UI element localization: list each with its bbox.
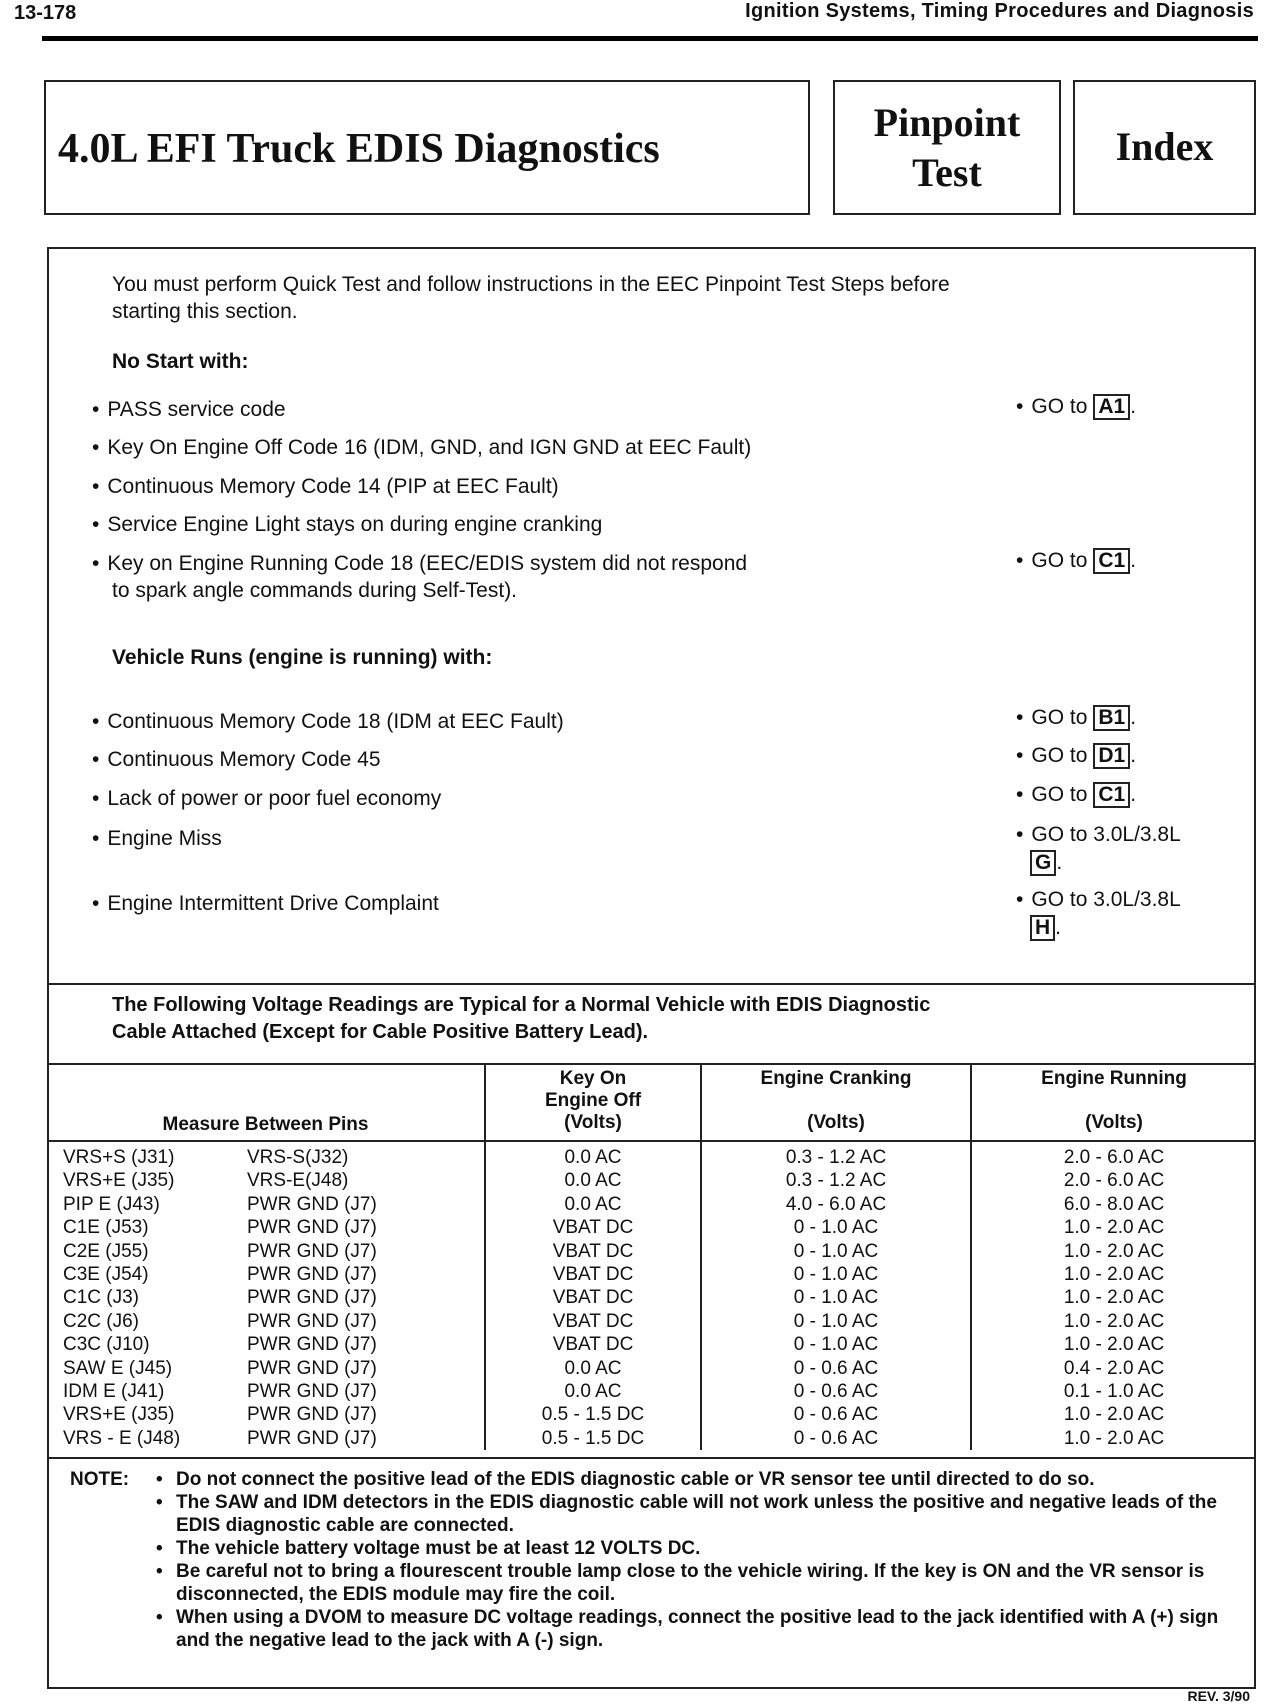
section-divider (47, 983, 1256, 985)
table-row (47, 1357, 1256, 1380)
key-on-cell: VBAT DC (485, 1286, 701, 1309)
key-on-cell: 0.0 AC (485, 1141, 701, 1169)
notes-list (70, 1468, 1240, 1652)
table-row (47, 1169, 1256, 1192)
running-cell: 0.4 - 2.0 AC (971, 1357, 1256, 1380)
pin-b-cell: VRS-S(J32) (247, 1147, 349, 1168)
cranking-cell: 0.3 - 1.2 AC (701, 1169, 971, 1192)
list-item: • Key on Engine Running Code 18 (EEC/EDIS system did not respond (92, 551, 747, 577)
list-item: • PASS service code (92, 397, 286, 423)
step-ref: D1 (1093, 743, 1130, 769)
cranking-cell: 0 - 0.6 AC (701, 1380, 971, 1403)
pinpoint-label-line1: Pinpoint (873, 100, 1021, 145)
pin-a-cell: VRS - E (J48) (63, 1427, 181, 1449)
pin-b-cell: PWR GND (J7) (247, 1310, 377, 1332)
col-header-cranking: Engine Cranking (Volts) (701, 1064, 971, 1141)
key-on-cell: 0.0 AC (485, 1380, 701, 1403)
running-cell: 2.0 - 6.0 AC (971, 1141, 1256, 1169)
page-number: 13-178 (14, 2, 77, 24)
cranking-cell: 0 - 0.6 AC (701, 1427, 971, 1450)
list-item: • Lack of power or poor fuel economy (92, 786, 441, 812)
goto-link[interactable]: • GO to B1 . (1016, 705, 1136, 731)
running-cell: 1.0 - 2.0 AC (971, 1263, 1256, 1286)
cranking-cell: 0 - 0.6 AC (701, 1357, 971, 1380)
goto-link[interactable]: • GO to 3.0L/3.8L (1016, 887, 1181, 913)
voltage-table (47, 1064, 1256, 1450)
pin-b-cell: PWR GND (J7) (247, 1427, 377, 1449)
pin-b-cell: PWR GND (J7) (247, 1381, 377, 1403)
cranking-cell: 4.0 - 6.0 AC (701, 1193, 971, 1216)
col-header-key-on: Key On Engine Off (Volts) (485, 1064, 701, 1141)
key-on-cell: 0.0 AC (485, 1193, 701, 1216)
pin-b-cell: PWR GND (J7) (247, 1217, 377, 1239)
running-cell: 1.0 - 2.0 AC (971, 1310, 1256, 1333)
step-ref: A1 (1093, 394, 1130, 420)
revision-label: REV. 3/90 (1187, 1688, 1250, 1704)
table-row (47, 1263, 1256, 1286)
running-cell: 1.0 - 2.0 AC (971, 1286, 1256, 1309)
goto-link-ref[interactable]: G . (1030, 850, 1062, 876)
key-on-cell: VBAT DC (485, 1240, 701, 1263)
voltage-heading-line-2: Cable Attached (Except for Cable Positive Battery Lead). (112, 1021, 649, 1043)
key-on-cell: 0.5 - 1.5 DC (485, 1403, 701, 1426)
table-header-row (47, 1064, 1256, 1141)
col-header-running: Engine Running (Volts) (971, 1064, 1256, 1141)
pin-b-cell: PWR GND (J7) (247, 1404, 377, 1426)
table-bottom-rule (47, 1457, 1256, 1459)
pin-b-cell: PWR GND (J7) (247, 1240, 377, 1262)
pin-a-cell: C3E (J54) (63, 1264, 149, 1286)
cranking-cell: 0 - 1.0 AC (701, 1286, 971, 1309)
pin-b-cell: PWR GND (J7) (247, 1264, 377, 1286)
table-row (47, 1240, 1256, 1263)
pin-b-cell: VRS-E(J48) (247, 1170, 349, 1192)
list-item: • Service Engine Light stays on during engine cranking (92, 512, 602, 538)
cranking-cell: 0.3 - 1.2 AC (701, 1141, 971, 1169)
list-item: • Continuous Memory Code 14 (PIP at EEC Fault) (92, 474, 559, 500)
running-cell: 1.0 - 2.0 AC (971, 1240, 1256, 1263)
pin-b-cell: PWR GND (J7) (247, 1334, 377, 1356)
vehicle-runs-heading: Vehicle Runs (engine is running) with: (112, 646, 493, 669)
pin-a-cell: VRS+S (J31) (63, 1147, 175, 1168)
key-on-cell: 0.0 AC (485, 1357, 701, 1380)
running-cell: 1.0 - 2.0 AC (971, 1403, 1256, 1426)
table-row (47, 1427, 1256, 1450)
running-title: Ignition Systems, Timing Procedures and Diagnosis (745, 0, 1254, 22)
running-cell: 1.0 - 2.0 AC (971, 1216, 1256, 1239)
goto-link[interactable]: • GO to D1 . (1016, 743, 1136, 769)
no-start-heading: No Start with: (112, 350, 249, 373)
key-on-cell: VBAT DC (485, 1333, 701, 1356)
pin-a-cell: C1E (J53) (63, 1217, 149, 1239)
cranking-cell: 0 - 1.0 AC (701, 1310, 971, 1333)
pin-a-cell: C1C (J3) (63, 1287, 140, 1309)
pin-a-cell: IDM E (J41) (63, 1381, 165, 1403)
note-item: • The vehicle battery voltage must be at least 12 VOLTS DC. (156, 1537, 1240, 1560)
header-rule (42, 36, 1258, 41)
intro-line-1: You must perform Quick Test and follow instructions in the EEC Pinpoint Test Steps before (112, 273, 950, 296)
key-on-cell: 0.0 AC (485, 1169, 701, 1192)
pin-a-cell: C3C (J10) (63, 1334, 150, 1356)
cranking-cell: 0 - 1.0 AC (701, 1216, 971, 1239)
table-row (47, 1333, 1256, 1356)
note-label: NOTE: (70, 1469, 130, 1490)
table-row (47, 1310, 1256, 1333)
title-box (44, 80, 810, 215)
cranking-cell: 0 - 1.0 AC (701, 1240, 971, 1263)
pinpoint-label-line2: Test (912, 150, 982, 195)
step-ref: H (1030, 915, 1055, 941)
step-ref: B1 (1093, 705, 1130, 731)
list-item: • Continuous Memory Code 18 (IDM at EEC Fault) (92, 709, 564, 735)
list-item: • Continuous Memory Code 45 (92, 747, 381, 773)
pin-a-cell: PIP E (J43) (63, 1193, 160, 1215)
running-cell: 6.0 - 8.0 AC (971, 1193, 1256, 1216)
running-cell: 1.0 - 2.0 AC (971, 1427, 1256, 1450)
pin-a-cell: C2E (J55) (63, 1240, 149, 1262)
running-cell: 2.0 - 6.0 AC (971, 1169, 1256, 1192)
pin-a-cell: SAW E (J45) (63, 1357, 173, 1379)
table-row (47, 1141, 1256, 1169)
goto-link-ref[interactable]: H . (1030, 915, 1061, 941)
pin-a-cell: VRS+E (J35) (63, 1170, 175, 1192)
note-item: • Do not connect the positive lead of the EDIS diagnostic cable or VR sensor tee until directed to do so. (156, 1468, 1240, 1491)
list-item: • Key On Engine Off Code 16 (IDM, GND, and IGN GND at EEC Fault) (92, 435, 751, 461)
note-item: • When using a DVOM to measure DC voltage readings, connect the positive lead to the jack identified with A (+) sign and the negative lead to the jack with A (-) sign. (156, 1606, 1240, 1652)
key-on-cell: 0.5 - 1.5 DC (485, 1427, 701, 1450)
table-row (47, 1286, 1256, 1309)
notes-section (70, 1468, 1240, 1652)
list-item: • Engine Miss (92, 826, 222, 852)
cranking-cell: 0 - 1.0 AC (701, 1333, 971, 1356)
pin-b-cell: PWR GND (J7) (247, 1193, 377, 1215)
running-cell: 0.1 - 1.0 AC (971, 1380, 1256, 1403)
goto-link[interactable]: • GO to A1 . (1016, 394, 1136, 420)
pinpoint-test-tab[interactable] (833, 80, 1061, 215)
cranking-cell: 0 - 0.6 AC (701, 1403, 971, 1426)
document-title: 4.0L EFI Truck EDIS Diagnostics (58, 126, 660, 172)
table-row (47, 1216, 1256, 1239)
cranking-cell: 0 - 1.0 AC (701, 1263, 971, 1286)
list-item-continuation: to spark angle commands during Self-Test). (112, 579, 518, 602)
note-item: • The SAW and IDM detectors in the EDIS diagnostic cable will not work unless the positive and negative leads of the EDIS diagnostic cable are connected. (156, 1491, 1240, 1537)
pin-a-cell: C2C (J6) (63, 1310, 140, 1332)
intro-line-2: starting this section. (112, 300, 298, 323)
voltage-heading-line-1: The Following Voltage Readings are Typical for a Normal Vehicle with EDIS Diagnostic (112, 994, 931, 1016)
running-cell: 1.0 - 2.0 AC (971, 1333, 1256, 1356)
pin-b-cell: PWR GND (J7) (247, 1287, 377, 1309)
list-item: • Engine Intermittent Drive Complaint (92, 891, 439, 917)
table-row (47, 1193, 1256, 1216)
pin-a-cell: VRS+E (J35) (63, 1404, 175, 1426)
pin-b-cell: PWR GND (J7) (247, 1357, 377, 1379)
key-on-cell: VBAT DC (485, 1310, 701, 1333)
key-on-cell: VBAT DC (485, 1263, 701, 1286)
step-ref: C1 (1093, 548, 1130, 574)
step-ref: G (1030, 850, 1056, 876)
table-row (47, 1380, 1256, 1403)
goto-link[interactable]: • GO to C1 . (1016, 548, 1136, 574)
note-item: • Be careful not to bring a flourescent trouble lamp close to the vehicle wiring. If the key is ON and the VR sensor is disconnected, the EDIS module may fire the coil. (156, 1560, 1240, 1606)
table-row (47, 1403, 1256, 1426)
col-header-pins: Measure Between Pins (47, 1064, 485, 1141)
key-on-cell: VBAT DC (485, 1216, 701, 1239)
index-tab[interactable] (1073, 80, 1256, 215)
index-label: Index (1115, 124, 1214, 169)
goto-link[interactable]: • GO to 3.0L/3.8L (1016, 822, 1181, 848)
goto-link[interactable]: • GO to C1 . (1016, 782, 1136, 808)
step-ref: C1 (1093, 782, 1130, 808)
